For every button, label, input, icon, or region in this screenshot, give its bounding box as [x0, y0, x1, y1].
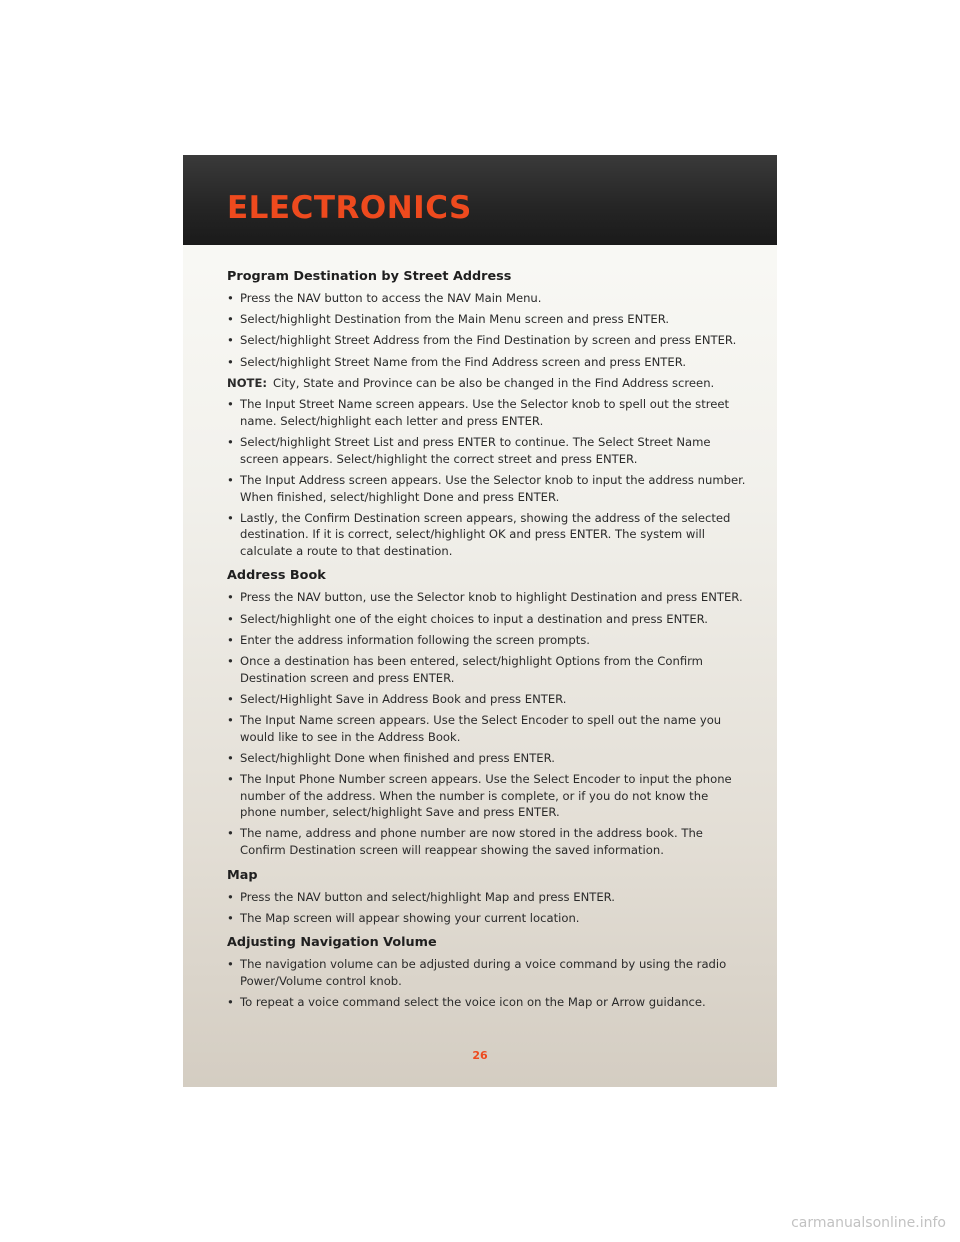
page-number: 26	[472, 1049, 488, 1062]
list-item: • Select/highlight one of the eight choices to input a destination and press ENTER.	[227, 611, 747, 628]
list-item: • Press the NAV button to access the NAV Main Menu.	[227, 290, 747, 307]
list-item: • Select/highlight Done when finished and press ENTER.	[227, 750, 747, 767]
heading-address-book: Address Book	[227, 568, 326, 584]
heading-navigation-volume: Adjusting Navigation Volume	[227, 935, 437, 951]
list-item: • Press the NAV button, use the Selector knob to highlight Destination and press ENTER.	[227, 589, 747, 606]
list-item: • Once a destination has been entered, select/highlight Options from the Confirm Destination screen and press ENTER.	[227, 653, 747, 686]
page-content	[227, 269, 747, 1015]
list-item: • The Input Address screen appears. Use the Selector knob to input the address number. When finished, select/highlight Done and press ENTER.	[227, 472, 747, 505]
list-item: • Lastly, the Confirm Destination screen appears, showing the address of the selected destination. If it is correct, select/highlight OK and press ENTER. The system will calculate a route to that destination.	[227, 510, 747, 560]
list-item: • Enter the address information following the screen prompts.	[227, 632, 747, 649]
list-item: • Select/highlight Destination from the Main Menu screen and press ENTER.	[227, 311, 747, 328]
list-item: • The Input Street Name screen appears. Use the Selector knob to spell out the street name. Select/highlight each letter and press ENTER.	[227, 396, 747, 429]
list-item: • Press the NAV button and select/highlight Map and press ENTER.	[227, 889, 747, 906]
section-header-bar	[183, 155, 777, 245]
list-item: • The Input Phone Number screen appears. Use the Select Encoder to input the phone number of the address. When the number is complete, or if you do not know the phone number, select/highlight Save and press ENTER.	[227, 771, 747, 821]
list-item: • Select/highlight Street Address from the Find Destination by screen and press ENTER.	[227, 332, 747, 349]
watermark: carmanualsonline.info	[791, 1215, 946, 1231]
street-address-steps	[227, 290, 747, 370]
list-item: • Select/Highlight Save in Address Book and press ENTER.	[227, 691, 747, 708]
manual-page	[183, 155, 777, 1087]
list-item: • The Input Name screen appears. Use the Select Encoder to spell out the name you would like to see in the Address Book.	[227, 712, 747, 745]
list-item: • Select/highlight Street Name from the Find Address screen and press ENTER.	[227, 354, 747, 371]
section-title: ELECTRONICS	[227, 190, 472, 226]
note	[227, 375, 747, 392]
heading-street-address: Program Destination by Street Address	[227, 269, 512, 284]
list-item: • Select/highlight Street List and press ENTER to continue. The Select Street Name screen appears. Select/highlight the correct street and press ENTER.	[227, 434, 747, 467]
volume-steps	[227, 956, 747, 1010]
heading-map: Map	[227, 867, 258, 883]
list-item: • The name, address and phone number are now stored in the address book. The Confirm Destination screen will reappear showing the saved information.	[227, 825, 747, 858]
list-item: • The navigation volume can be adjusted during a voice command by using the radio Power/Volume control knob.	[227, 956, 747, 989]
map-steps	[227, 889, 747, 927]
note-text: City, State and Province can be also be changed in the Find Address screen.	[273, 375, 715, 390]
note-label: NOTE:	[227, 375, 268, 390]
street-address-steps-continued	[227, 396, 747, 559]
list-item: • The Map screen will appear showing your current location.	[227, 910, 747, 927]
list-item: • To repeat a voice command select the voice icon on the Map or Arrow guidance.	[227, 994, 747, 1011]
address-book-steps	[227, 589, 747, 858]
